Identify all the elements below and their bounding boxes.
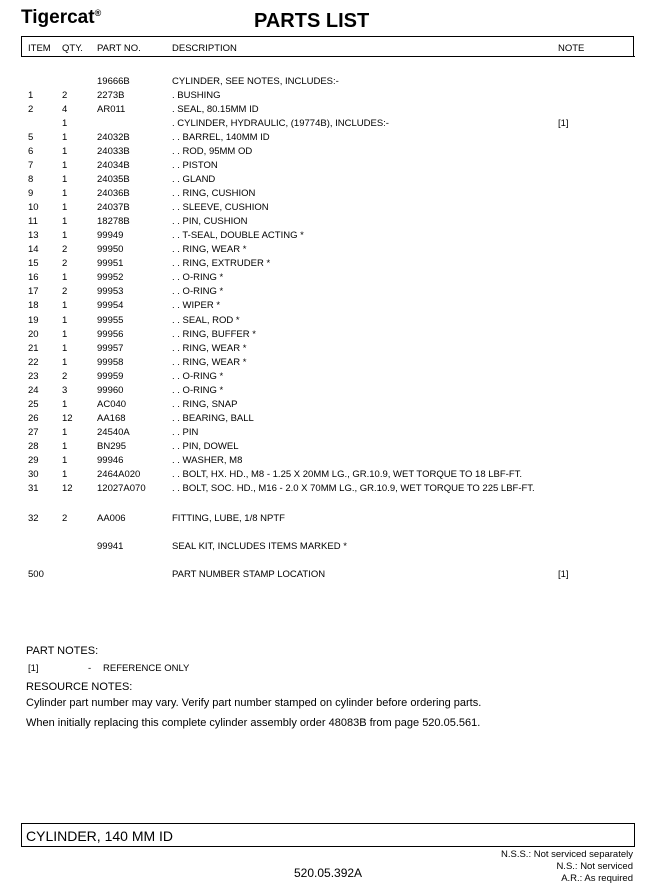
item-number: 17 bbox=[28, 286, 39, 298]
item-number: 31 bbox=[28, 482, 39, 494]
table-row bbox=[0, 132, 647, 146]
header-divider bbox=[21, 56, 635, 57]
item-number: 6 bbox=[28, 146, 34, 158]
table-row bbox=[0, 202, 647, 216]
part-number: AR011 bbox=[97, 104, 126, 116]
item-number: 2 bbox=[28, 104, 34, 116]
quantity: 12 bbox=[62, 412, 73, 424]
table-row bbox=[0, 188, 647, 202]
table-row bbox=[0, 329, 647, 343]
quantity: 1 bbox=[62, 160, 68, 172]
description: . BUSHING bbox=[172, 90, 221, 102]
item-number: 29 bbox=[28, 454, 39, 466]
item-number: 20 bbox=[28, 328, 39, 340]
item-number: 23 bbox=[28, 370, 39, 382]
assembly-title: CYLINDER, 140 MM ID bbox=[26, 828, 174, 844]
table-row bbox=[0, 118, 647, 132]
item-number: 18 bbox=[28, 300, 39, 312]
table-row bbox=[0, 258, 647, 272]
description: . CYLINDER, HYDRAULIC, (19774B), INCLUDES:- bbox=[172, 118, 389, 130]
quantity: 1 bbox=[62, 272, 68, 284]
description: . . RING, WEAR * bbox=[172, 342, 247, 354]
description: . . O-RING * bbox=[172, 370, 224, 382]
quantity: 1 bbox=[62, 132, 68, 144]
resource-notes-heading: RESOURCE NOTES: bbox=[26, 681, 133, 693]
item-number: 10 bbox=[28, 202, 39, 214]
part-number: 99952 bbox=[97, 272, 124, 284]
description: CYLINDER, SEE NOTES, INCLUDES:- bbox=[172, 76, 339, 87]
quantity: 2 bbox=[62, 244, 68, 256]
part-number: 99953 bbox=[97, 286, 124, 298]
part-number: 2464A020 bbox=[97, 468, 141, 480]
part-number: AA168 bbox=[97, 412, 126, 424]
part-number: 99959 bbox=[97, 370, 124, 382]
quantity: 1 bbox=[62, 216, 68, 228]
description: . . BARREL, 140MM ID bbox=[172, 132, 270, 144]
part-number: 24033B bbox=[97, 146, 130, 158]
table-row bbox=[0, 244, 647, 258]
table-row bbox=[0, 146, 647, 160]
quantity: 1 bbox=[62, 356, 68, 368]
table-row bbox=[0, 230, 647, 244]
item-number: 19 bbox=[28, 314, 39, 326]
legend-ns: N.S.: Not serviced bbox=[556, 861, 633, 872]
description: . . O-RING * bbox=[172, 384, 224, 396]
part-number: AA006 bbox=[97, 513, 126, 524]
part-number: 99957 bbox=[97, 342, 124, 354]
item-number: 5 bbox=[28, 132, 34, 144]
table-row bbox=[0, 541, 647, 555]
part-number: 24035B bbox=[97, 174, 130, 186]
description: . . RING, BUFFER * bbox=[172, 328, 256, 340]
item-number: 30 bbox=[28, 468, 39, 480]
table-row bbox=[0, 160, 647, 174]
quantity: 3 bbox=[62, 384, 68, 396]
quantity: 1 bbox=[62, 202, 68, 214]
description: . . PISTON bbox=[172, 160, 218, 172]
part-number: 99956 bbox=[97, 328, 124, 340]
part-number: 99954 bbox=[97, 300, 124, 312]
quantity: 1 bbox=[62, 174, 68, 186]
description: FITTING, LUBE, 1/8 NPTF bbox=[172, 513, 285, 524]
description: . . RING, WEAR * bbox=[172, 244, 247, 256]
quantity: 1 bbox=[62, 328, 68, 340]
quantity: 1 bbox=[62, 118, 68, 130]
item-number: 1 bbox=[28, 90, 34, 102]
quantity: 1 bbox=[62, 426, 68, 438]
note: [1] bbox=[558, 569, 569, 580]
table-row bbox=[0, 441, 647, 455]
table-row bbox=[0, 413, 647, 427]
part-number: 99949 bbox=[97, 230, 124, 242]
table-row bbox=[0, 385, 647, 399]
item-number: 16 bbox=[28, 272, 39, 284]
part-number: 99941 bbox=[97, 541, 124, 552]
item-number: 27 bbox=[28, 426, 39, 438]
item-number: 13 bbox=[28, 230, 39, 242]
description: . . WIPER * bbox=[172, 300, 221, 312]
description: . . RING, WEAR * bbox=[172, 356, 247, 368]
table-row bbox=[0, 469, 647, 483]
quantity: 2 bbox=[62, 370, 68, 382]
part-number: 24034B bbox=[97, 160, 130, 172]
part-number: 12027A070 bbox=[97, 482, 146, 494]
part-number: 99951 bbox=[97, 258, 124, 270]
item-number: 7 bbox=[28, 160, 34, 172]
part-number: 24036B bbox=[97, 188, 130, 200]
part-number: 99946 bbox=[97, 454, 124, 466]
description: . . ROD, 95MM OD bbox=[172, 146, 253, 158]
quantity: 2 bbox=[62, 286, 68, 298]
description: . . PIN bbox=[172, 426, 199, 438]
table-row bbox=[0, 104, 647, 118]
item-number: 26 bbox=[28, 412, 39, 424]
quantity: 2 bbox=[62, 513, 68, 524]
quantity: 4 bbox=[62, 104, 68, 116]
quantity: 2 bbox=[62, 258, 68, 270]
item-number: 28 bbox=[28, 440, 39, 452]
quantity: 2 bbox=[62, 90, 68, 102]
table-row bbox=[0, 513, 647, 527]
page-number: 520.05.392A bbox=[294, 866, 363, 880]
description: . . O-RING * bbox=[172, 272, 224, 284]
part-number: 99950 bbox=[97, 244, 124, 256]
table-row bbox=[0, 343, 647, 357]
part-number: 99960 bbox=[97, 384, 124, 396]
description: . . RING, SNAP bbox=[172, 398, 238, 410]
item-number: 8 bbox=[28, 174, 34, 186]
item-number: 25 bbox=[28, 398, 39, 410]
description: . . SEAL, ROD * bbox=[172, 314, 240, 326]
table-row bbox=[0, 76, 647, 90]
table-row bbox=[0, 300, 647, 314]
description: . . RING, CUSHION bbox=[172, 188, 256, 200]
quantity: 1 bbox=[62, 342, 68, 354]
table-row bbox=[0, 455, 647, 469]
table-row bbox=[0, 427, 647, 441]
item-number: 24 bbox=[28, 384, 39, 396]
table-row bbox=[0, 90, 647, 104]
description: . . WASHER, M8 bbox=[172, 454, 243, 466]
part-number: 2273B bbox=[97, 90, 125, 102]
quantity: 1 bbox=[62, 230, 68, 242]
table-row bbox=[0, 483, 647, 497]
part-number: 19666B bbox=[97, 76, 130, 87]
tigercat-logo: Tigercat® bbox=[21, 7, 102, 28]
quantity: 1 bbox=[62, 146, 68, 158]
part-number: 24032B bbox=[97, 132, 130, 144]
part-number: 99955 bbox=[97, 314, 124, 326]
description: . . BOLT, HX. HD., M8 - 1.25 X 20MM LG., GR.10.9, WET TORQUE TO 18 LBF-FT. bbox=[172, 468, 523, 480]
description: . . SLEEVE, CUSHION bbox=[172, 202, 269, 214]
part-number: BN295 bbox=[97, 440, 127, 452]
description: . . BEARING, BALL bbox=[172, 412, 254, 424]
page-title: PARTS LIST bbox=[254, 10, 370, 32]
column-header-part-no: PART NO. bbox=[97, 43, 141, 54]
item-number: 32 bbox=[28, 513, 39, 524]
table-row bbox=[0, 315, 647, 329]
quantity: 1 bbox=[62, 398, 68, 410]
description: . . PIN, CUSHION bbox=[172, 216, 248, 228]
item-number: 9 bbox=[28, 188, 34, 200]
quantity: 1 bbox=[62, 454, 68, 466]
table-row bbox=[0, 399, 647, 413]
description: . SEAL, 80.15MM ID bbox=[172, 104, 259, 116]
description: . . T-SEAL, DOUBLE ACTING * bbox=[172, 230, 304, 242]
table-row bbox=[0, 174, 647, 188]
part-note-dash: - bbox=[88, 663, 92, 674]
item-number: 500 bbox=[28, 569, 44, 580]
description: . . PIN, DOWEL bbox=[172, 440, 239, 452]
part-notes-heading: PART NOTES: bbox=[26, 645, 99, 657]
description: PART NUMBER STAMP LOCATION bbox=[172, 569, 326, 580]
part-number: 99958 bbox=[97, 356, 124, 368]
resource-note-line2: When initially replacing this complete cylinder assembly order 48083B from page 520.05.561. bbox=[26, 717, 481, 729]
legend-ar: A.R.: As required bbox=[561, 873, 633, 884]
item-number: 11 bbox=[28, 216, 38, 228]
part-note-ref: [1] bbox=[28, 663, 39, 674]
footer-divider bbox=[21, 846, 635, 847]
legend-nss: N.S.S.: Not serviced separately bbox=[501, 849, 633, 860]
resource-note-line1: Cylinder part number may vary. Verify part number stamped on cylinder before ordering parts. bbox=[26, 697, 482, 709]
quantity: 1 bbox=[62, 314, 68, 326]
description: . . GLAND bbox=[172, 174, 216, 186]
table-row bbox=[0, 371, 647, 385]
quantity: 1 bbox=[62, 188, 68, 200]
note: [1] bbox=[558, 118, 569, 130]
item-number: 22 bbox=[28, 356, 39, 368]
description: . . BOLT, SOC. HD., M16 - 2.0 X 70MM LG., GR.10.9, WET TORQUE TO 225 LBF-FT. bbox=[172, 482, 535, 494]
part-number: 24540A bbox=[97, 426, 130, 438]
column-header-qty: QTY. bbox=[62, 43, 83, 54]
description: . . O-RING * bbox=[172, 286, 224, 298]
table-row bbox=[0, 357, 647, 371]
description: . . RING, EXTRUDER * bbox=[172, 258, 271, 270]
table-row bbox=[0, 272, 647, 286]
quantity: 1 bbox=[62, 440, 68, 452]
quantity: 1 bbox=[62, 300, 68, 312]
item-number: 14 bbox=[28, 244, 39, 256]
table-row bbox=[0, 216, 647, 230]
quantity: 12 bbox=[62, 482, 73, 494]
table-row bbox=[0, 286, 647, 300]
item-number: 21 bbox=[28, 342, 39, 354]
part-note-text: REFERENCE ONLY bbox=[103, 663, 190, 674]
part-number: 18278B bbox=[97, 216, 130, 228]
part-number: 24037B bbox=[97, 202, 130, 214]
column-header-description: DESCRIPTION bbox=[172, 43, 237, 54]
item-number: 15 bbox=[28, 258, 39, 270]
quantity: 1 bbox=[62, 468, 68, 480]
column-header-item: ITEM bbox=[28, 43, 51, 54]
description: SEAL KIT, INCLUDES ITEMS MARKED * bbox=[172, 541, 347, 552]
part-number: AC040 bbox=[97, 398, 127, 410]
table-row bbox=[0, 569, 647, 583]
column-header-note: NOTE bbox=[558, 43, 585, 54]
